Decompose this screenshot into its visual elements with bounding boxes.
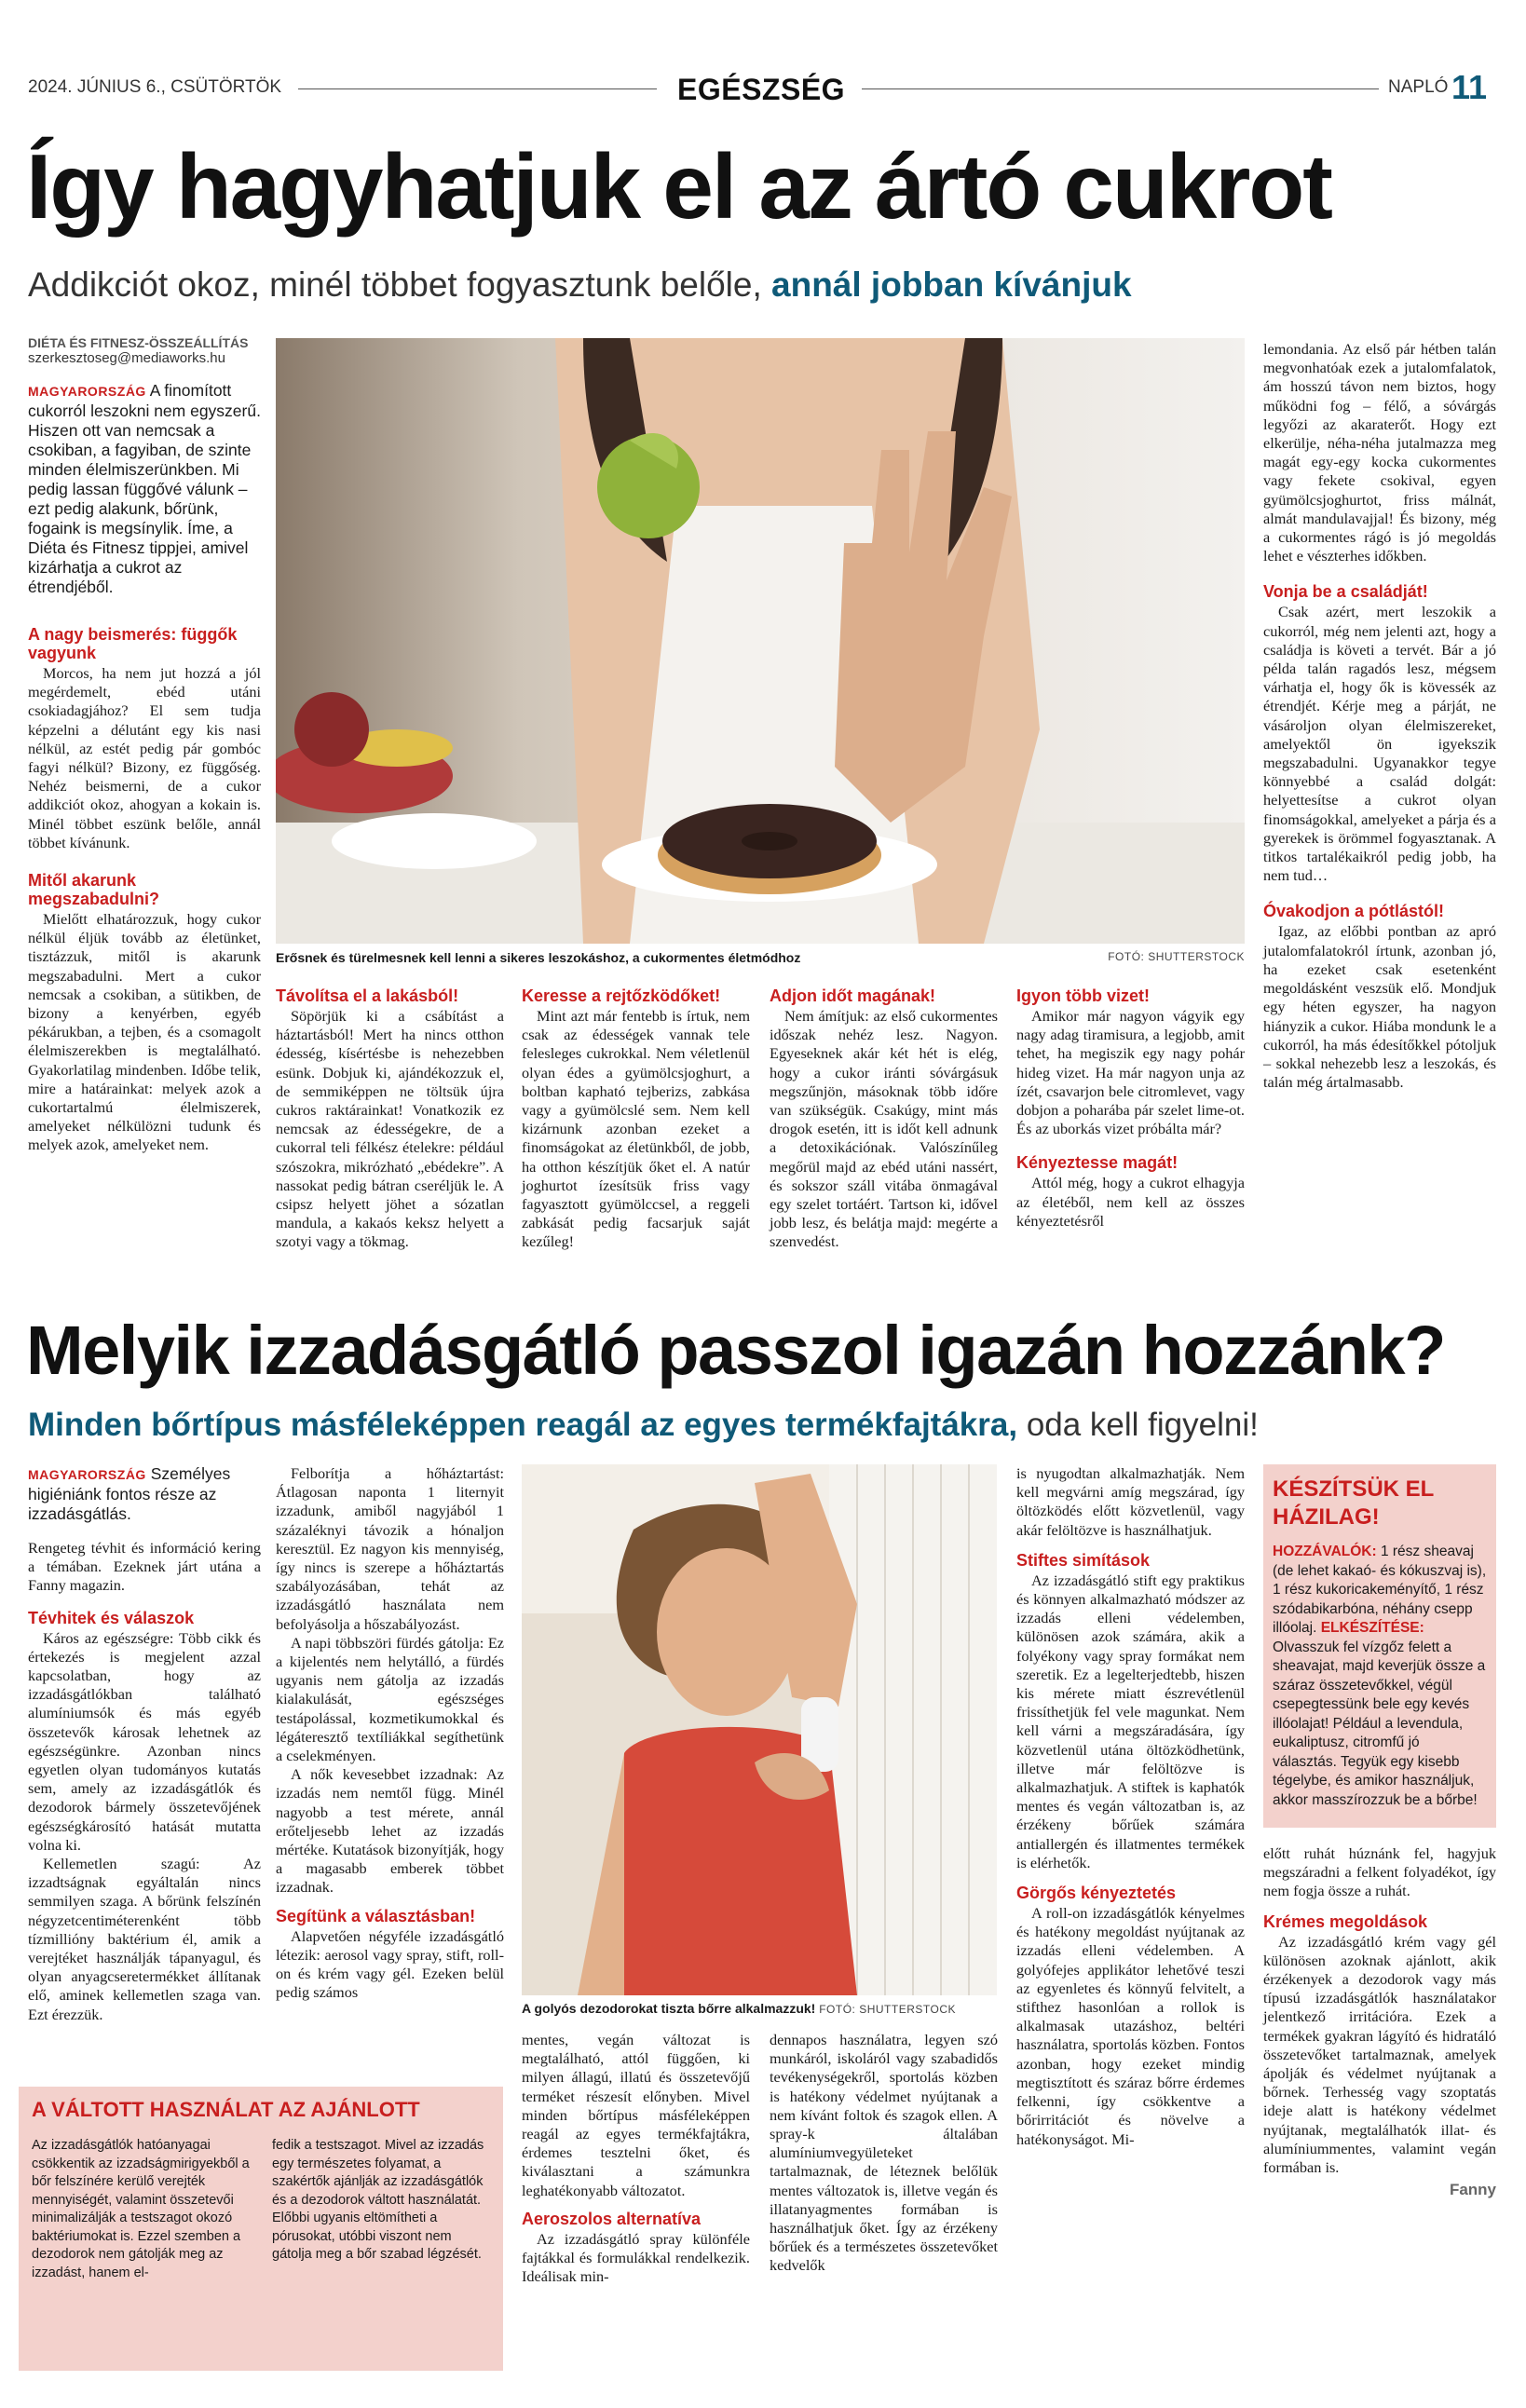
article1-left-column (28, 335, 261, 1155)
article2-right-column: előtt ruhát húznánk fel, hagyjuk megszáradni a felkent folyadékot, így nem fogja össze a ruhát. Krémes megoldások Az izzadásgátló krém vagy gél különösen azoknak ajánlott, akik érzékenyek a dezodorok vagy más típusú izzadásgátlók használatakor jelentkező irritációra. Ezek a termékek gyakran lágyító és hidratáló összetevőket tartalmaznak, amelyek ápolják és védelmet nyújtanak a bőrnek. Terhesség vagy szoptatás ideje alatt is hatékony védelmet nyújtanak, megtalálhatók illat- és alumíniummentes, valamint vegán formában is. Fanny (1263, 1844, 1496, 2199)
article2-col-5: is nyugodtan alkalmazhatják. Nem kell megvárni amíg megszárad, így öltözködés előtt közvetlenül, vagy akár felöltözve is használhatjuk. Stiftes simítások Az izzadásgátló stift egy praktikus és könnyen alkalmazható módszer az izzadás elleni védelemben, különösen azok számára, akik a folyékony vagy spray formákat nem szeretik. Ez a legelterjedtebb, hiszen kis mérete miatt észrevétlenül frissíthetjük fel vele magunkat. Nem kell várni a megszáradására, így közvetlenül utána öltözködhetünk, illetve már felöltözve is alkalmazhatjuk. A stiftek is kaphatók mentes és vegán változatban is, az érzékeny bőrűek számára antiallergén és illatmentes termékek is elérhetők. Görgős kényeztetés A roll-on izzadásgátlók kényelmes és hatékony megoldást nyújtanak az izzadás elleni védelemben. A golyófejes applikátor lehetővé teszi az egyenletes és könnyű felvitelt, a stifthez hasonlóan a rollok is alkalmasak utazáshoz, beltéri használatra, sportolás közben. Fontos azonban, hogy ezeket mindig megtisztított és száraz bőrre érdemes felkenni, így csökkentve a bőrirritációt és növelve a hatékonyságot. Mi- (1016, 1464, 1245, 2148)
article1-col-4: Igyon több vizet! Amikor már nagyon vágyik egy nagy adag tiramisura, a legjobb, amit tehet, ha megiszik egy nagy pohár hideg vizet. Ha már nagyon unja az ízét, csavarjon bele citromlevet, vagy dobjon a poharába pár szelet lime-ot. És az uborkás vizet próbálta már? Kényeztesse magát! Attól még, hogy a cukrot elhagyja az életéből, nem kell az összes kényeztetésről (1016, 986, 1245, 1230)
article1-subtitle (28, 265, 1132, 305)
header-rule-right (862, 88, 1379, 89)
article1-title: Így hagyhatjuk el az ártó cukrot (26, 135, 1331, 238)
article2-col-4: dennapos használatra, legyen szó munkáról, iskoláról vagy szabadidős tevékenységekről, sportolás közben is hatékony védelmet nyújtanak a nem kívánt foltok és szagok ellen. A spray-k általában alumíniumvegyületeket tartalmaznak, de léteznek belőlük mentes változatok is, illetve vegán és illatanyagmentes formában is használhatjuk őket. Így az érzékeny bőrűek és a természetes összetevőket kedvelők (770, 2031, 998, 2275)
subhead-r2: Vonja be a családját! (1263, 582, 1428, 602)
article1-subtitle-plain: Addikciót okoz, minél többet fogyasztunk belőle, (28, 265, 762, 304)
article2-col-2: Felborítja a hőháztartást: Átlagosan naponta 1 liternyit izzadunk, amiből nagyjából 1 százaléknyi távozik a hónaljon keresztül. Ez nagyon kis mennyiség, így nincs is szerepe a hőháztartás szabályozásában, tehát az izzadásgátló használata nem befolyásolja a hőszabályozást. A napi többszöri fürdés gátolja: Ez a kijelentés nem helytálló, a fürdés ugyanis nem gátolja az izzadás kialakulását, egészséges testápolással, kozmetikumokkal és légáteresztő textíliákkal segíthetünk a cselekményen. A nők kevesebbet izzadnak: Az izzadás nem nemtől függ. Minél nagyobb a test mérete, annál erőteljesebb lehet az izzadás mértéke. Kutatások bizonyítják, hogy a magasabb emberek többet izzadnak. Segítünk a választásban! Alapvetően négyféle izzadásgátló létezik: aerosol vagy spray, stift, roll-on és krém vagy gél. Ezeken belül pedig számos (276, 1464, 504, 2002)
article1-lead: MAGYARORSZÁG A finomított cukorról leszokni nem egyszerű. Hiszen ott van nemcsak a csokiban, a fagyiban, de szinte minden élelmiszerünkben. Mi pedig lassan függővé válunk – ezt pedig alakunk, bőrünk, fogaink is megsínylik. Íme, a Diéta és Fitnesz tippjei, amivel kizárhatja a cukrot az étrendjéből. (28, 381, 261, 596)
article1-col-1: Távolítsa el a lakásból! Söpörjük ki a csábítást a háztartásból! Mert ha nincs otthon édesség, kísértésbe is nehezebben esünk. Dobjuk ki, ajándékozzuk el, de semmiképpen ne töltsük újra cukros raktárainkat! Vonatkozik ez nemcsak az édességekre, de a cukorral teli félkész ételekre: például szószokra, mikrózható „ebédekre”. A nassokat pedig bátran cseréljük le. A csipsz helyett jöhet a sózatlan mandula, a kakaós keksz helyett a szotyi vagy a tökmag. (276, 986, 504, 1251)
article1-col-2: Keresse a rejtőzködőket! Mint azt már fentebb is írtuk, nem csak az édességek vannak tele felesleges cukrokkal. Nem véletlenül olyan édes a gyümölcsjoghurt, a boltban kapható tejberizs, zabkása vagy a gyümölcslé sem. Nem kell kizárnunk azonban ezeket a finomságokat az életünkből, de jobb, ha otthon készítjük őket el. A natúr joghurtot ízesítsük friss vagy fagyasztott gyümölccsel, a reggeli zabkását pedig facsarjuk saját kezűleg! (522, 986, 750, 1251)
body-1: Morcos, ha nem jut hozzá a jól megérdemelt, ebéd utáni csokiadagjához? El sem tudja képzelni a délutánt egy kis nasi nélkül, az estét pedig pár gombóc fagyi nélkül? Bizony, ez függőség. Nehéz beismerni, de a cukor addikciót okoz, ahogyan a kokain is. Minél többet eszünk belőle, annál többet kívánunk. (28, 664, 261, 851)
sugar-refusal-photo (276, 338, 1245, 944)
recipe-box: KÉSZÍTSÜK EL HÁZILAG! HOZZÁVALÓK: 1 rész sheavaj (de lehet kakaó- és kókuszvaj is), 1 rész kukoricakeményítő, 1 rész szódabikarbóna, néhány csepp illóolaj. ELKÉSZÍTÉSE: Olvasszuk fel vízgőz felett a sheavajat, majd keverjük össze a száraz összetevőkkel, végül csepegtessünk bele egy kevés illóolajat! Például a levendula, eukaliptusz, citromfű jó választás. Tegyük egy kisebb tégelybe, és amikor használjuk, akkor masszírozzuk be a bőrbe! (1263, 1464, 1496, 1828)
article1-right-column: lemondania. Az első pár hétben talán megvonhatóak ezek a jutalomfalatok, ám hosszú távon nem biztos, hogy működni fog – félő, a sóvárgás legyőzi az akaraterőt. Hogy ezt elkerülje, néha-néha jutalmazza meg magát egy-egy kocka cukormentes vagy fekete csokival, egyen gyümölcsjoghurtot, friss málnát, almát mandulavajjal! És bizony, még a cukormentes rágó is jó megoldás lehet e vészterhes időkben. Vonja be a családját! Csak azért, mert leszokik a cukorról, még nem jelenti azt, hogy a családja is követi a tervét. Bár a jó példa talán ragadós lesz, mégsem várhatja el, hogy ők is kövessék az étrendjét. Kérje meg a párját, ne vásároljon olyan élelmiszereket, amelyektől ön igyekszik megszabadulni. Ugyanakkor tegye könnyebbé a család dolgát: helyettesítse a cukrot olyan finomságokkal, amelyeket a párja és a gyerekek is örömmel fogyasztanak. A titkos tartalékaikról pedig jobb, ha nem tud… Óvakodjon a pótlástól! Igaz, az előbbi pontban az apró jutalomfalatokról írtunk, azonban jó, ha ezeket csak esetenként megoldásként veszsük elő. Mondjuk egy héten egyszer, ha nagyon hiányzik a cukor. Hiába mondunk le a cukorról, ha más édesítőkkel pótoljuk – sokkal nehezebb lesz a leszokás, és talán még ártalmasabb. (1263, 340, 1496, 1092)
article2-subtitle-bold: Minden bőrtípus másféleképpen reagál az egyes termékfajtákra, (28, 1407, 1018, 1443)
header-rule-left (298, 88, 657, 89)
article1-caption: Erősnek és türelmesnek kell lenni a sikeres leszokáshoz, a cukormentes életmódhoz FOTÓ: SHUTTERSTOCK (276, 950, 1245, 965)
article2-caption: A golyós dezodorokat tiszta bőrre alkalmazzuk! FOTÓ: SHUTTERSTOCK (522, 2001, 957, 2016)
subhead-2: Mitől akarunk megszabadulni? (28, 871, 160, 909)
subhead-c4: Igyon több vizet! (1016, 986, 1150, 1005)
body-2: Mielőtt elhatározzuk, hogy cukor nélkül éljük tovább az életünket, tisztázzuk, mitől is akarunk megszabadulni. Mert a cukor nemcsak a csokiban, a sütikben, de bizony a kenyérben, egyéb pékárukban, a tejben, és a csomagolt élelmiszerekben is megtalálható. Gyakorlatilag mindenben. Időbe telik, mire a határainkat: melyek azok a cukortartalmú élelmiszerek, amelyeket nélkülözni tudunk és melyek azok, amelyeket nem. (28, 910, 261, 1154)
paper-name: NAPLÓ (1388, 77, 1449, 97)
author-email: szerkesztoseg@mediaworks.hu (28, 350, 225, 366)
article2-col-1: MAGYARORSZÁG Személyes higiéniánk fontos része az izzadásgátlás. Rengeteg tévhit és információ kering a témában. Ezeknek járt utána a Fanny magazin. Tévhitek és válaszok Káros az egészségre: Több cikk és értekezés is megjelent azzal kapcsolatban, hogy az izzadásgátlókban található alumíniumsók és más egyéb összetevők károsak lehetnek az egészségünkre. Azonban nincs egyetlen olyan tudományos kutatás sem, amely az izzadásgátlók és dezodorok bármely összetevőjének egészségkárosító hatását mutatta volna ki. Kellemetlen szagú: Az izzadtságnak egyáltalán nincs semmilyen szaga. A bőrünk felszínén négyzetcentiméterenként több tízmillióny baktérium él, amik a verejtéket használják tápanyagul, és olyan anyagcseretermékket állítanak elő, aminek kellemetlen szaga van. Ezt érezzük. (28, 1464, 261, 2023)
header-date: 2024. JÚNIUS 6., CSÜTÖRTÖK (28, 77, 282, 97)
byline: DIÉTA ÉS FITNESZ-ÖSSZEÁLLÍTÁS (28, 335, 249, 350)
signature: Fanny (1449, 2181, 1496, 2199)
location-tag: MAGYARORSZÁG (28, 384, 146, 399)
subhead-c4b: Kényeztesse magát! (1016, 1153, 1179, 1173)
subhead-1: A nagy beismerés: függők vagyunk (28, 625, 238, 662)
article1-col-3: Adjon időt magának! Nem ámítjuk: az első cukormentes időszak nehéz lesz. Nagyon. Egyeseknek akár két hét is elég, hogy a cukor iránti sóvárgásuk megszűnjön, másoknak több időre van szükségük. Csakúgy, mint más drogok esetén, itt is időt kell adnunk a detoxikációnak. Valószínűleg megőrül majd az ebéd utáni nassért, és sokszor száll vitába önmagával egy szelet tortáért. Tartson ki, idővel jobb lesz, és belátja majd: megérte a szenvedést. (770, 986, 998, 1251)
article2-col-3: mentes, vegán változat is megtalálható, attól függően, ki milyen állagú, illatú és összetevőjű terméket részesít előnyben. Mivel minden bőrtípus másféleképpen reagál az egyes termékfajtákra, érdemes tesztelni őket, és kiválasztani a számunkra leghatékonyabb változatot. Aeroszolos alternatíva Az izzadásgátló spray különféle fajtákkal és formulákkal rendelkezik. Ideálisak min- (522, 2031, 750, 2286)
article2-subtitle (28, 1407, 1259, 1444)
subhead-r3: Óvakodjon a pótlástól! (1263, 902, 1445, 921)
subhead-c1: Távolítsa el a lakásból! (276, 986, 459, 1005)
subhead-c2: Keresse a rejtőzködőket! (522, 986, 721, 1005)
section-title: EGÉSZSÉG (677, 73, 846, 106)
article1-subtitle-bold: annál jobban kívánjuk (771, 265, 1132, 304)
bottom-info-box: A VÁLTOTT HASZNÁLAT AZ AJÁNLOTT Az izzadásgátlók hatóanyagai csökkentik az izzadságmirigyekből a bőr felszínére kerülő verejték mennyiségét, valamint összetevői minimalizálják a testszagot okozó baktériumokat is. Ezzel szemben a dezodorok nem gátolják meg az izzadást, hanem el- fedik a testszagot. Mivel az izzadás egy természetes folyamat, a szakértők ajánlják az izzadásgátlók és a dezodorok váltott használatát. Előbbi ugyanis eltömítheti a pórusokat, utóbbi viszont nem gátolja meg a bőr szabad légzését. (19, 2087, 503, 2371)
subhead-c3: Adjon időt magának! (770, 986, 936, 1005)
deodorant-photo (522, 1464, 997, 1995)
article2-title: Melyik izzadásgátló passzol igazán hozzánk? (26, 1312, 1445, 1389)
page-number: 11 (1451, 68, 1488, 106)
article2-subtitle-plain: oda kell figyelni! (1026, 1407, 1259, 1443)
